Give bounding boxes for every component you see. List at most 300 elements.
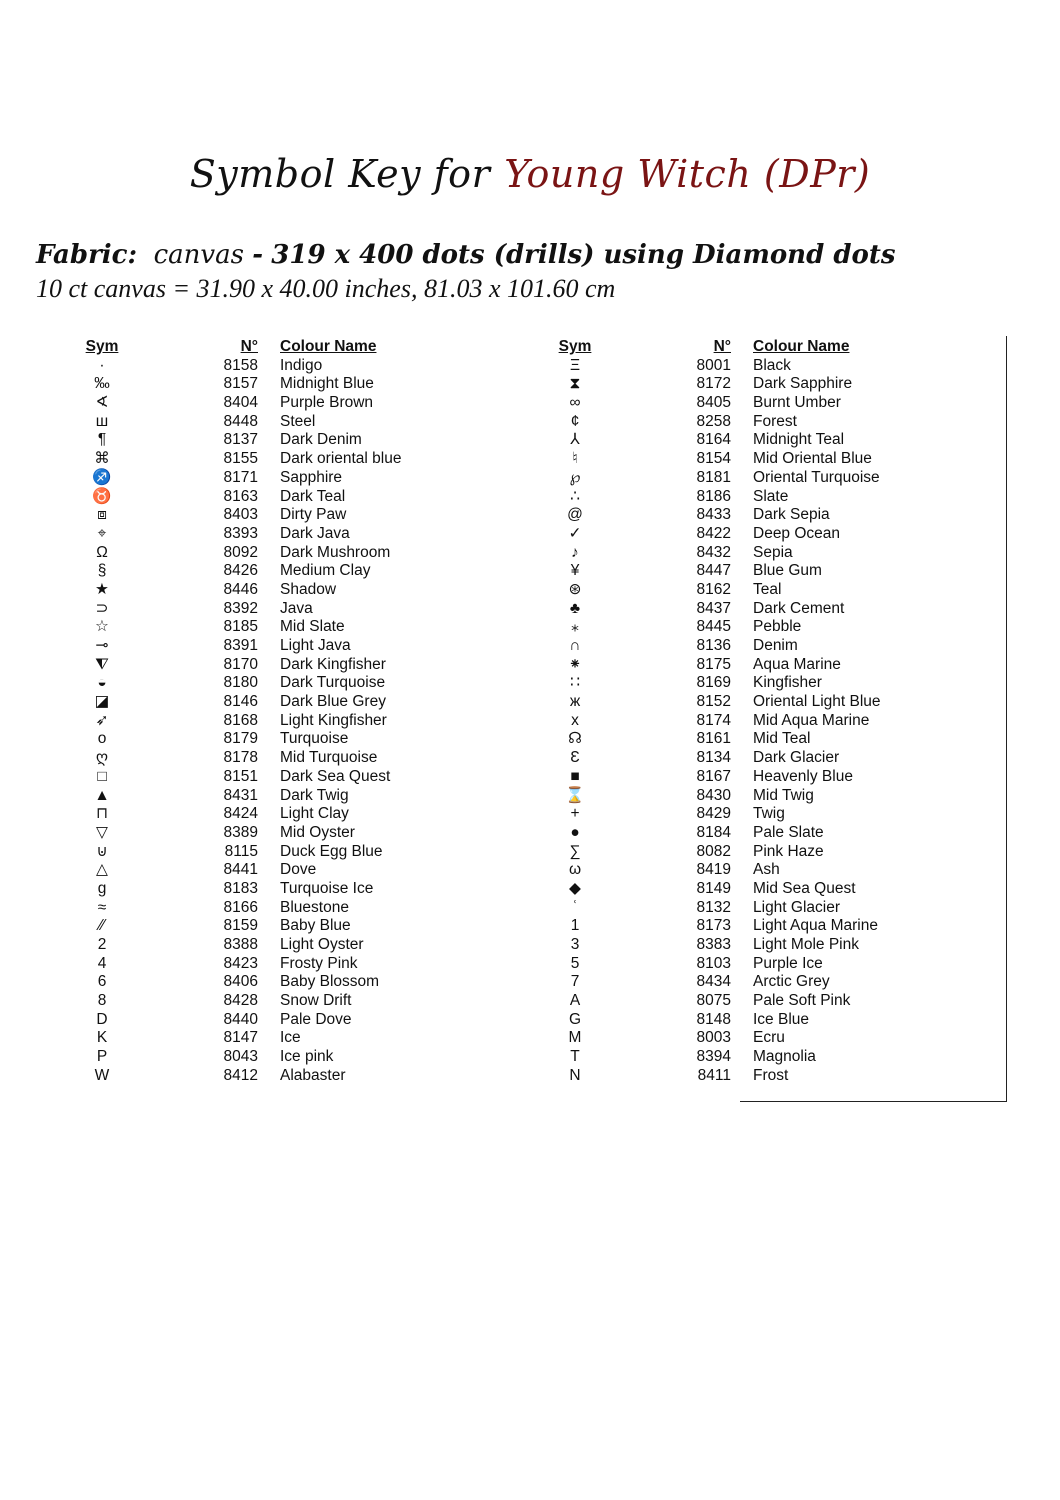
row-colour-name: Dark Mushroom xyxy=(280,543,391,561)
row-colour-name: Light Oyster xyxy=(280,936,364,953)
row-colour-name: Deep Ocean xyxy=(753,524,841,542)
row-symbol: Ξ xyxy=(569,356,581,374)
row-number: 8394 xyxy=(696,1048,731,1066)
row-colour-name: Pale Slate xyxy=(753,823,824,841)
table-row xyxy=(82,1048,442,1067)
row-symbol: ¢ xyxy=(570,412,580,430)
row-symbol: ⊓ xyxy=(95,805,109,823)
row-symbol: 4 xyxy=(97,954,107,972)
table-row xyxy=(555,656,935,675)
row-number: 8437 xyxy=(696,599,731,617)
table-border-right xyxy=(1006,336,1007,1102)
row-symbol: ⧗ xyxy=(569,375,581,393)
row-colour-name: Mid Slate xyxy=(280,618,345,636)
row-colour-name: Purple Brown xyxy=(280,394,374,412)
row-colour-name: Turquoise Ice xyxy=(280,879,374,897)
row-symbol: ∩ xyxy=(569,637,581,654)
row-number: 8136 xyxy=(696,637,731,654)
row-symbol: ⊛ xyxy=(568,580,582,598)
row-colour-name: Duck Egg Blue xyxy=(280,842,383,860)
table-row xyxy=(82,544,442,563)
row-colour-name: Dark Kingfisher xyxy=(280,655,386,673)
row-number: 8082 xyxy=(696,842,731,860)
row-number: 8424 xyxy=(223,805,258,823)
table-row xyxy=(555,357,935,376)
table-row xyxy=(555,618,935,637)
row-colour-name: Bluestone xyxy=(280,898,349,916)
row-number: 8258 xyxy=(696,412,731,430)
row-colour-name: Light Java xyxy=(280,637,351,654)
row-symbol: ⧨ xyxy=(95,655,109,673)
row-symbol: ∞ xyxy=(569,394,581,412)
table-row xyxy=(555,768,935,787)
row-number: 8149 xyxy=(696,879,731,897)
row-colour-name: Baby Blue xyxy=(280,917,351,935)
title-pattern-name: Young Witch (DPr) xyxy=(504,152,871,196)
row-colour-name: Arctic Grey xyxy=(753,973,830,991)
row-symbol: ♐ xyxy=(92,468,112,486)
row-symbol: ☊ xyxy=(568,730,582,748)
row-colour-name: Dark Turquoise xyxy=(280,674,386,692)
row-symbol: ◪ xyxy=(94,693,110,711)
header-sym: Sym xyxy=(85,338,119,355)
table-row xyxy=(555,1011,935,1030)
row-symbol: P xyxy=(96,1048,108,1066)
row-number: 8167 xyxy=(696,767,731,785)
table-header xyxy=(82,338,442,357)
row-symbol: x xyxy=(571,711,579,729)
row-colour-name: Light Glacier xyxy=(753,898,841,916)
row-symbol: ⁕ xyxy=(568,655,582,673)
row-number: 8103 xyxy=(696,954,731,972)
row-symbol: □ xyxy=(97,767,107,785)
row-number: 8185 xyxy=(223,618,258,636)
table-row xyxy=(82,693,442,712)
row-colour-name: Ice pink xyxy=(280,1048,334,1066)
table-row xyxy=(555,824,935,843)
row-symbol: ♮ xyxy=(572,450,578,468)
row-colour-name: Kingfisher xyxy=(753,674,822,692)
row-colour-name: Dirty Paw xyxy=(280,506,347,524)
row-colour-name: Dark Java xyxy=(280,524,350,542)
row-number: 8155 xyxy=(223,450,258,468)
row-colour-name: Java xyxy=(280,599,313,617)
fabric-label: Fabric: xyxy=(36,240,138,270)
header-sym: Sym xyxy=(558,338,592,355)
row-number: 8134 xyxy=(696,749,731,767)
row-colour-name: Blue Gum xyxy=(753,562,822,580)
table-row xyxy=(555,693,935,712)
row-symbol: ✓ xyxy=(568,524,582,542)
row-colour-name: Dark Sea Quest xyxy=(280,767,391,785)
row-colour-name: Alabaster xyxy=(280,1066,346,1084)
row-number: 8412 xyxy=(223,1066,258,1084)
row-number: 8175 xyxy=(696,655,731,673)
row-colour-name: Light Aqua Marine xyxy=(753,917,878,935)
row-symbol: ♪ xyxy=(571,543,579,561)
symbol-table-left xyxy=(82,338,442,1086)
row-colour-name: Dark Teal xyxy=(280,487,346,505)
fabric-separator: - xyxy=(252,240,264,270)
row-colour-name: Baby Blossom xyxy=(280,973,380,991)
table-row xyxy=(555,450,935,469)
row-colour-name: Dark Denim xyxy=(280,431,362,449)
row-symbol: ⌖ xyxy=(97,524,107,542)
row-symbol: ⌘ xyxy=(94,450,110,468)
row-number: 8392 xyxy=(223,599,258,617)
row-number: 8422 xyxy=(696,524,731,542)
row-symbol: 1 xyxy=(570,917,580,935)
row-number: 8043 xyxy=(223,1048,258,1066)
row-colour-name: Light Mole Pink xyxy=(753,936,859,953)
row-colour-name: Ice Blue xyxy=(753,1010,810,1028)
table-row xyxy=(555,787,935,806)
row-number: 8428 xyxy=(223,992,258,1010)
row-colour-name: Dark Glacier xyxy=(753,749,840,767)
row-symbol: ⊸ xyxy=(95,637,109,654)
row-colour-name: Forest xyxy=(753,412,797,430)
row-symbol: ∷ xyxy=(570,674,580,692)
row-number: 8168 xyxy=(223,711,258,729)
table-row xyxy=(82,955,442,974)
row-symbol: ω xyxy=(568,861,582,879)
row-number: 8147 xyxy=(223,1029,258,1047)
row-number: 8137 xyxy=(223,431,258,449)
table-row xyxy=(555,562,935,581)
row-symbol: ‰ xyxy=(94,375,110,393)
row-colour-name: Purple Ice xyxy=(753,954,823,972)
row-colour-name: Aqua Marine xyxy=(753,655,841,673)
row-colour-name: Dark Cement xyxy=(753,599,845,617)
row-number: 8388 xyxy=(223,936,258,953)
row-number: 8171 xyxy=(223,468,258,486)
row-colour-name: Mid Teal xyxy=(753,730,811,748)
fabric-material: canvas xyxy=(153,240,244,270)
row-colour-name: Teal xyxy=(753,580,782,598)
table-row xyxy=(82,525,442,544)
table-row xyxy=(82,787,442,806)
table-row xyxy=(82,581,442,600)
row-colour-name: Mid Turquoise xyxy=(280,749,378,767)
row-number: 8180 xyxy=(223,674,258,692)
row-symbol: ⅄ xyxy=(570,431,580,449)
table-row xyxy=(82,562,442,581)
row-symbol: T xyxy=(570,1048,580,1066)
row-colour-name: Dark Sapphire xyxy=(753,375,853,393)
row-symbol: ⊍ xyxy=(96,842,108,860)
row-symbol: ■ xyxy=(570,767,580,785)
table-row xyxy=(82,431,442,450)
table-row xyxy=(555,394,935,413)
table-row xyxy=(555,431,935,450)
row-number: 8003 xyxy=(696,1029,731,1047)
row-colour-name: Ecru xyxy=(753,1029,785,1047)
row-number: 8157 xyxy=(223,375,258,393)
row-colour-name: Pink Haze xyxy=(753,842,824,860)
row-number: 8404 xyxy=(223,394,258,412)
table-row xyxy=(555,413,935,432)
title-prefix: Symbol Key for xyxy=(189,152,491,196)
row-number: 8158 xyxy=(223,356,258,374)
row-symbol: 2 xyxy=(97,936,107,953)
row-number: 8151 xyxy=(223,767,258,785)
row-number: 8161 xyxy=(696,730,731,748)
table-row xyxy=(82,600,442,619)
row-colour-name: Mid Sea Quest xyxy=(753,879,856,897)
table-row xyxy=(82,768,442,787)
row-colour-name: Black xyxy=(753,356,791,374)
table-row xyxy=(555,749,935,768)
row-number: 8186 xyxy=(696,487,731,505)
row-symbol: ღ xyxy=(95,749,109,767)
table-row xyxy=(555,899,935,918)
table-row xyxy=(82,917,442,936)
table-row xyxy=(555,506,935,525)
row-number: 8405 xyxy=(696,394,731,412)
row-symbol: ⊃ xyxy=(95,599,109,617)
row-number: 8429 xyxy=(696,805,731,823)
row-symbol: Ω xyxy=(96,543,108,561)
row-symbol: 8 xyxy=(97,992,107,1010)
row-colour-name: Heavenly Blue xyxy=(753,767,853,785)
table-row xyxy=(555,843,935,862)
row-symbol: g xyxy=(97,879,107,897)
row-colour-name: Twig xyxy=(753,805,785,823)
row-number: 8092 xyxy=(223,543,258,561)
row-symbol: ☆ xyxy=(95,618,109,636)
row-symbol: ⁄⁄ xyxy=(99,917,105,935)
row-number: 8163 xyxy=(223,487,258,505)
row-number: 8179 xyxy=(223,730,258,748)
row-colour-name: Frosty Pink xyxy=(280,954,358,972)
row-colour-name: Ice xyxy=(280,1029,301,1047)
table-row xyxy=(555,525,935,544)
table-row xyxy=(82,749,442,768)
row-symbol: ♉ xyxy=(92,487,112,505)
row-symbol: ∴ xyxy=(570,487,580,505)
row-colour-name: Mid Oyster xyxy=(280,823,355,841)
table-row xyxy=(82,899,442,918)
row-number: 8426 xyxy=(223,562,258,580)
table-row xyxy=(82,357,442,376)
row-colour-name: Mid Aqua Marine xyxy=(753,711,870,729)
row-colour-name: Dark oriental blue xyxy=(280,450,402,468)
table-row xyxy=(555,637,935,656)
table-row xyxy=(555,955,935,974)
table-row xyxy=(82,805,442,824)
table-row xyxy=(82,618,442,637)
row-colour-name: Midnight Blue xyxy=(280,375,374,393)
row-symbol: ∢ xyxy=(95,394,109,412)
row-colour-name: Oriental Turquoise xyxy=(753,468,880,486)
row-colour-name: Dove xyxy=(280,861,317,879)
table-row xyxy=(555,1029,935,1048)
table-row xyxy=(82,824,442,843)
row-number: 8173 xyxy=(696,917,731,935)
row-symbol: ● xyxy=(570,823,580,841)
row-symbol: ⁎ xyxy=(571,618,579,636)
row-symbol: ≈ xyxy=(97,898,107,916)
row-symbol: N xyxy=(569,1066,581,1084)
row-symbol: D xyxy=(96,1010,108,1028)
row-symbol: ¶ xyxy=(97,431,107,449)
row-number: 8169 xyxy=(696,674,731,692)
row-number: 8433 xyxy=(696,506,731,524)
row-symbol: K xyxy=(96,1029,108,1047)
row-number: 8389 xyxy=(223,823,258,841)
table-row xyxy=(82,973,442,992)
row-colour-name: Denim xyxy=(753,637,798,654)
row-symbol: ж xyxy=(569,693,581,711)
row-symbol: ➶ xyxy=(95,711,109,729)
row-number: 8432 xyxy=(696,543,731,561)
row-colour-name: Pebble xyxy=(753,618,802,636)
table-row xyxy=(82,1067,442,1086)
table-row xyxy=(555,469,935,488)
row-number: 8383 xyxy=(696,936,731,953)
row-colour-name: Sepia xyxy=(753,543,793,561)
row-symbol: Ɛ xyxy=(570,749,580,767)
row-symbol: ◆ xyxy=(569,879,581,897)
table-row xyxy=(82,936,442,955)
row-symbol: § xyxy=(97,562,107,580)
row-colour-name: Mid Twig xyxy=(753,786,814,804)
table-row xyxy=(82,656,442,675)
row-colour-name: Burnt Umber xyxy=(753,394,841,412)
header-colour-name: Colour Name xyxy=(280,338,377,355)
row-number: 8148 xyxy=(696,1010,731,1028)
page-title xyxy=(0,152,1060,196)
fabric-line xyxy=(36,240,895,270)
row-number: 8181 xyxy=(696,468,731,486)
row-number: 8393 xyxy=(223,524,258,542)
symbol-table-right xyxy=(555,338,935,1086)
row-colour-name: Sapphire xyxy=(280,468,343,486)
row-colour-name: Turquoise xyxy=(280,730,349,748)
row-symbol: ♣ xyxy=(569,599,581,617)
table-row xyxy=(82,880,442,899)
row-colour-name: Mid Oriental Blue xyxy=(753,450,872,468)
table-row xyxy=(82,413,442,432)
table-row xyxy=(82,1029,442,1048)
table-row xyxy=(555,674,935,693)
header-colour-name: Colour Name xyxy=(753,338,850,355)
row-symbol: A xyxy=(569,992,581,1010)
row-symbol: 6 xyxy=(97,973,107,991)
row-number: 8172 xyxy=(696,375,731,393)
row-symbol: ★ xyxy=(95,580,109,598)
table-row xyxy=(555,488,935,507)
row-symbol: M xyxy=(568,1029,582,1047)
table-row xyxy=(82,469,442,488)
table-row xyxy=(555,992,935,1011)
row-number: 8434 xyxy=(696,973,731,991)
row-symbol: △ xyxy=(96,861,108,879)
table-row xyxy=(555,1067,935,1086)
row-number: 8146 xyxy=(223,693,258,711)
row-number: 8075 xyxy=(696,992,731,1010)
row-symbol: ▽ xyxy=(96,823,108,841)
row-colour-name: Shadow xyxy=(280,580,337,598)
row-symbol: ◒ xyxy=(97,674,107,692)
table-row xyxy=(82,843,442,862)
row-colour-name: Medium Clay xyxy=(280,562,371,580)
table-row xyxy=(555,805,935,824)
table-row xyxy=(82,1011,442,1030)
table-row xyxy=(82,992,442,1011)
row-symbol: W xyxy=(94,1066,110,1084)
row-number: 8159 xyxy=(223,917,258,935)
row-symbol: · xyxy=(99,356,105,374)
row-colour-name: Light Kingfisher xyxy=(280,711,387,729)
table-row xyxy=(555,973,935,992)
table-row xyxy=(82,450,442,469)
row-number: 8115 xyxy=(224,842,258,860)
row-number: 8411 xyxy=(697,1066,731,1084)
row-number: 8431 xyxy=(223,786,258,804)
row-colour-name: Slate xyxy=(753,487,789,505)
row-symbol: ▲ xyxy=(94,786,110,804)
table-row xyxy=(82,861,442,880)
row-symbol: ⌛ xyxy=(565,786,585,804)
row-colour-name: Dark Sepia xyxy=(753,506,830,524)
row-colour-name: Dark Twig xyxy=(280,786,349,804)
fabric-dims: 319 x 400 dots (drills) using Diamond dots xyxy=(271,240,896,270)
table-row xyxy=(555,544,935,563)
table-row xyxy=(555,861,935,880)
row-colour-name: Dark Blue Grey xyxy=(280,693,386,711)
header-num: N° xyxy=(713,338,731,355)
header-num: N° xyxy=(240,338,258,355)
row-colour-name: Magnolia xyxy=(753,1048,816,1066)
row-colour-name: Ash xyxy=(753,861,780,879)
row-symbol: G xyxy=(568,1010,582,1028)
table-row xyxy=(555,730,935,749)
row-colour-name: Pale Soft Pink xyxy=(753,992,851,1010)
fabric-sizes: 10 ct canvas = 31.90 x 40.00 inches, 81.03 x 101.60 cm xyxy=(36,274,616,303)
row-symbol: ш xyxy=(95,412,109,430)
row-number: 8152 xyxy=(696,693,731,711)
row-colour-name: Oriental Light Blue xyxy=(753,693,881,711)
row-symbol: 7 xyxy=(570,973,580,991)
row-symbol: + xyxy=(570,805,580,823)
row-number: 8445 xyxy=(696,618,731,636)
row-number: 8403 xyxy=(223,506,258,524)
table-row xyxy=(82,712,442,731)
table-row xyxy=(555,712,935,731)
row-number: 8001 xyxy=(696,356,731,374)
row-symbol: ʿ xyxy=(572,898,578,916)
row-colour-name: Snow Drift xyxy=(280,992,352,1010)
row-symbol: ∑ xyxy=(569,842,581,860)
row-number: 8446 xyxy=(223,580,258,598)
table-row xyxy=(555,1048,935,1067)
row-number: 8406 xyxy=(223,973,258,991)
row-number: 8391 xyxy=(223,637,258,654)
row-symbol: 3 xyxy=(570,936,580,953)
row-number: 8164 xyxy=(696,431,731,449)
table-row xyxy=(555,880,935,899)
row-number: 8170 xyxy=(223,655,258,673)
row-symbol: @ xyxy=(567,506,583,524)
table-row xyxy=(555,917,935,936)
row-number: 8178 xyxy=(223,749,258,767)
row-number: 8423 xyxy=(223,954,258,972)
row-colour-name: Steel xyxy=(280,412,316,430)
row-colour-name: Pale Dove xyxy=(280,1010,352,1028)
row-colour-name: Indigo xyxy=(280,356,323,374)
row-colour-name: Midnight Teal xyxy=(753,431,845,449)
